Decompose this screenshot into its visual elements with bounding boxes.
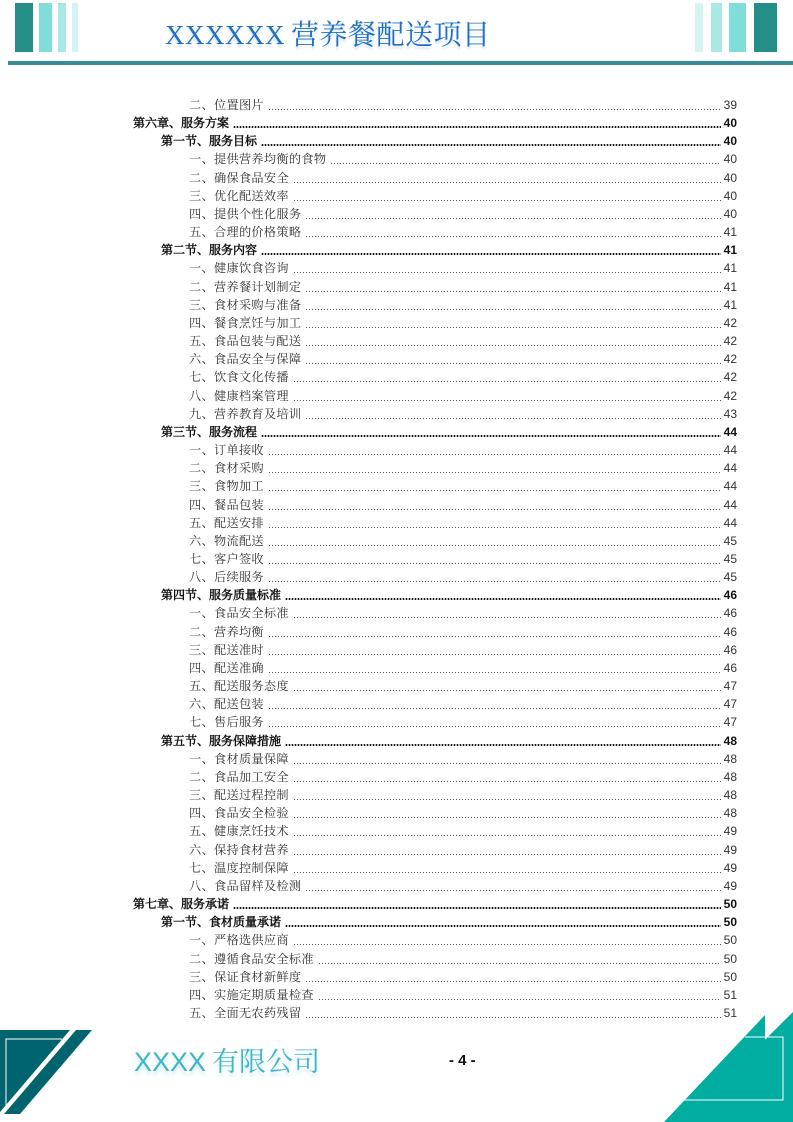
toc-entry-page-number: 47: [723, 715, 737, 730]
header-rule: [8, 61, 793, 65]
toc-item-entry[interactable]: [189, 441, 737, 459]
toc-dot-leader: [261, 423, 721, 441]
toc-entry-title: 一、食材质量保障: [189, 751, 289, 766]
toc-entry-page-number: 46: [723, 642, 737, 657]
toc-entry-page-number: 41: [723, 279, 737, 294]
toc-entry-title: 六、配送包装: [189, 697, 264, 712]
toc-dot-leader: [268, 641, 721, 659]
toc-item-entry[interactable]: [189, 623, 737, 641]
toc-entry-title: 二、遵循食品安全标准: [189, 951, 314, 966]
toc-entry-page-number: 45: [723, 570, 737, 585]
toc-entry-page-number: 41: [723, 297, 737, 312]
toc-dot-leader: [318, 986, 721, 1004]
toc-entry-title: 九、营养教育及培训: [189, 406, 302, 421]
toc-entry-title: 五、配送安排: [189, 515, 264, 530]
toc-item-entry[interactable]: [189, 695, 737, 713]
toc-entry-page-number: 40: [723, 152, 737, 167]
toc-dot-leader: [293, 768, 721, 786]
toc-dot-leader: [305, 405, 721, 423]
toc-entry-page-number: 42: [723, 334, 737, 349]
toc-entry-title: 五、配送服务态度: [189, 679, 289, 694]
toc-entry-title: 七、客户签收: [189, 552, 264, 566]
toc-section-entry[interactable]: [161, 423, 737, 441]
toc-entry-page-number: 51: [723, 987, 737, 1002]
toc-entry-title: 五、健康烹饪技术: [189, 824, 289, 839]
toc-item-entry[interactable]: [189, 259, 737, 277]
company-name-latin: XXXX: [134, 1047, 207, 1077]
toc-dot-leader: [293, 750, 721, 768]
toc-dot-leader: [293, 259, 721, 277]
header-bar-right-1: [754, 3, 777, 52]
toc-section-entry[interactable]: [161, 586, 737, 604]
toc-item-entry[interactable]: [189, 931, 737, 949]
toc-item-entry[interactable]: [189, 205, 737, 223]
toc-item-entry[interactable]: [189, 841, 737, 859]
toc-dot-leader: [268, 659, 721, 677]
title-project-name: 营养餐配送项目: [291, 18, 491, 51]
toc-entry-title: 一、食品安全标准: [189, 606, 289, 621]
toc-entry-title: 六、保持食材营养: [189, 842, 289, 857]
page-number: - 4 -: [449, 1052, 476, 1069]
toc-entry-title: 四、实施定期质量检查: [189, 987, 314, 1002]
toc-entry-title: 八、食品留样及检测: [189, 878, 302, 893]
toc-item-entry[interactable]: [189, 713, 737, 731]
toc-dot-leader: [305, 296, 721, 314]
toc-entry-title: 一、健康饮食咨询: [189, 261, 289, 276]
toc-entry-title: 八、后续服务: [189, 570, 264, 585]
toc-entry-page-number: 51: [723, 1006, 737, 1020]
toc-dot-leader: [318, 950, 721, 968]
toc-entry-page-number: 40: [723, 116, 737, 131]
toc-dot-leader: [305, 205, 721, 223]
toc-dot-leader: [330, 150, 721, 168]
toc-item-entry[interactable]: [189, 405, 737, 423]
toc-item-entry[interactable]: [189, 169, 737, 187]
toc-entry-title: 七、饮食文化传播: [189, 370, 289, 385]
toc-dot-leader: [268, 568, 721, 586]
toc-item-entry[interactable]: [189, 804, 737, 822]
toc-entry-title: 六、食品安全与保障: [189, 352, 302, 367]
toc-entry-page-number: 40: [723, 206, 737, 221]
toc-entry-page-number: 48: [723, 769, 737, 784]
toc-entry-title: 三、食材采购与准备: [189, 297, 302, 312]
toc-entry-page-number: 40: [723, 170, 737, 185]
toc-dot-leader: [268, 514, 721, 532]
toc-entry-title: 第二节、服务内容: [161, 243, 258, 258]
toc-item-entry[interactable]: [189, 768, 737, 786]
toc-dot-leader: [293, 841, 721, 859]
toc-entry-title: 五、合理的价格策略: [189, 225, 302, 240]
toc-entry-page-number: 49: [723, 842, 737, 857]
toc-item-entry[interactable]: [189, 659, 737, 677]
toc-entry-page-number: 40: [723, 134, 737, 149]
toc-entry-page-number: 41: [723, 225, 737, 240]
toc-entry-page-number: 50: [723, 897, 737, 912]
toc-entry-page-number: 50: [723, 951, 737, 966]
toc-item-entry[interactable]: [189, 96, 737, 114]
toc-item-entry[interactable]: [189, 150, 737, 168]
toc-entry-page-number: 50: [723, 915, 737, 930]
toc-dot-leader: [268, 496, 721, 514]
toc-dot-leader: [268, 459, 721, 477]
toc-entry-title: 二、营养餐计划制定: [189, 279, 302, 294]
toc-dot-leader: [305, 968, 721, 986]
header-bar-right-2: [729, 3, 746, 52]
toc-entry-title: 四、食品安全检验: [189, 806, 289, 821]
toc-dot-leader: [293, 804, 721, 822]
toc-chapter-entry[interactable]: [133, 114, 737, 132]
toc-entry-title: 七、售后服务: [189, 715, 264, 730]
toc-entry-title: 一、严格选供应商: [189, 933, 289, 948]
toc-entry-title: 四、餐品包装: [189, 497, 264, 512]
toc-item-entry[interactable]: [189, 786, 737, 804]
toc-dot-leader: [293, 859, 721, 877]
toc-dot-leader: [268, 623, 721, 641]
toc-dot-leader: [293, 786, 721, 804]
toc-entry-title: 第四节、服务质量标准: [161, 588, 282, 603]
toc-entry-page-number: 45: [723, 552, 737, 566]
toc-entry-title: 三、配送过程控制: [189, 788, 289, 803]
toc-item-entry[interactable]: [189, 459, 737, 477]
header-bar-left-2: [39, 3, 52, 52]
toc-dot-leader: [293, 822, 721, 840]
toc-dot-leader: [305, 278, 721, 296]
toc-entry-page-number: 49: [723, 860, 737, 875]
toc-dot-leader: [305, 350, 721, 368]
toc-dot-leader: [293, 187, 721, 205]
toc-item-entry[interactable]: [189, 550, 737, 568]
toc-entry-page-number: 45: [723, 533, 737, 548]
toc-entry-page-number: 47: [723, 697, 737, 712]
toc-item-entry[interactable]: [189, 223, 737, 241]
toc-entry-title: 三、食物加工: [189, 479, 264, 494]
footer-right-triangle-icon: [660, 1012, 793, 1122]
toc-entry-page-number: 44: [723, 479, 737, 494]
toc-dot-leader: [233, 895, 721, 913]
toc-entry-page-number: 43: [723, 406, 737, 421]
toc-entry-title: 二、营养均衡: [189, 624, 264, 639]
toc-dot-leader: [285, 913, 721, 931]
toc-item-entry[interactable]: [189, 496, 737, 514]
toc-entry-title: 三、配送准时: [189, 642, 264, 657]
toc-entry-title: 二、食材采购: [189, 461, 264, 476]
toc-dot-leader: [305, 1004, 721, 1022]
toc-entry-title: 四、提供个性化服务: [189, 206, 302, 221]
toc-entry-page-number: 44: [723, 461, 737, 476]
toc-entry-title: 三、保证食材新鲜度: [189, 969, 302, 984]
document-title: [165, 13, 491, 53]
toc-entry-title: 第一节、食材质量承诺: [161, 915, 282, 930]
toc-entry-page-number: 41: [723, 261, 737, 276]
toc-dot-leader: [268, 532, 721, 550]
toc-item-entry[interactable]: [189, 822, 737, 840]
toc-dot-leader: [268, 695, 721, 713]
toc-entry-page-number: 48: [723, 751, 737, 766]
toc-item-entry[interactable]: [189, 604, 737, 622]
toc-entry-title: 六、物流配送: [189, 533, 264, 548]
toc-item-entry[interactable]: [189, 387, 737, 405]
toc-item-entry[interactable]: [189, 750, 737, 768]
toc-entry-title: 三、优化配送效率: [189, 188, 289, 203]
toc-dot-leader: [268, 713, 721, 731]
toc-item-entry[interactable]: [189, 278, 737, 296]
toc-section-entry[interactable]: [161, 732, 737, 750]
toc-entry-page-number: 42: [723, 315, 737, 330]
toc-item-entry[interactable]: [189, 877, 737, 895]
toc-item-entry[interactable]: [189, 514, 737, 532]
toc-dot-leader: [293, 604, 721, 622]
header-bar-left-3: [58, 3, 66, 52]
toc-dot-leader: [293, 368, 721, 386]
toc-item-entry[interactable]: [189, 641, 737, 659]
toc-entry-title: 八、健康档案管理: [189, 388, 289, 403]
toc-dot-leader: [285, 732, 721, 750]
toc-item-entry[interactable]: [189, 677, 737, 695]
toc-dot-leader: [305, 223, 721, 241]
toc-dot-leader: [293, 931, 721, 949]
toc-dot-leader: [305, 877, 721, 895]
toc-entry-title: 四、配送准确: [189, 660, 264, 675]
toc-dot-leader: [268, 441, 721, 459]
toc-entry-page-number: 46: [723, 588, 737, 603]
toc-item-entry[interactable]: [189, 350, 737, 368]
toc-entry-page-number: 44: [723, 497, 737, 512]
footer-left-triangle-icon: [0, 1030, 95, 1115]
toc-entry-title: 第三节、服务流程: [161, 424, 258, 439]
toc-item-entry[interactable]: [189, 368, 737, 386]
toc-entry-page-number: 48: [723, 788, 737, 803]
toc-entry-title: 二、食品加工安全: [189, 769, 289, 784]
toc-entry-title: 二、位置图片: [189, 98, 264, 112]
toc-entry-page-number: 46: [723, 660, 737, 675]
toc-dot-leader: [261, 132, 721, 150]
toc-entry-title: 一、订单接收: [189, 443, 264, 458]
toc-entry-page-number: 50: [723, 933, 737, 948]
toc-entry-title: 一、提供营养均衡的食物: [189, 152, 327, 167]
company-name: [134, 1040, 320, 1079]
toc-dot-leader: [268, 550, 721, 568]
toc-section-entry[interactable]: [161, 241, 737, 259]
toc-item-entry[interactable]: [189, 532, 737, 550]
toc-entry-page-number: 42: [723, 352, 737, 367]
toc-entry-page-number: 48: [723, 733, 737, 748]
toc-entry-title: 第六章、服务方案: [133, 116, 230, 131]
toc-item-entry[interactable]: [189, 477, 737, 495]
toc-dot-leader: [293, 677, 721, 695]
toc-entry-page-number: 39: [723, 98, 737, 112]
toc-entry-title: 五、食品包装与配送: [189, 334, 302, 349]
toc-dot-leader: [305, 314, 721, 332]
toc-item-entry[interactable]: [189, 859, 737, 877]
toc-item-entry[interactable]: [189, 950, 737, 968]
toc-entry-page-number: 47: [723, 679, 737, 694]
toc-entry-page-number: 50: [723, 969, 737, 984]
toc-dot-leader: [261, 241, 721, 259]
toc-dot-leader: [268, 477, 721, 495]
toc-section-entry[interactable]: [161, 132, 737, 150]
toc-entry-page-number: 49: [723, 878, 737, 893]
toc-entry-page-number: 40: [723, 188, 737, 203]
toc-entry-title: 七、温度控制保障: [189, 860, 289, 875]
toc-item-entry[interactable]: [189, 314, 737, 332]
toc-entry-title: 四、餐食烹饪与加工: [189, 315, 302, 330]
toc-chapter-entry[interactable]: [133, 895, 737, 913]
toc-entry-page-number: 44: [723, 515, 737, 530]
toc-item-entry[interactable]: [189, 187, 737, 205]
toc-entry-title: 二、确保食品安全: [189, 170, 289, 185]
toc-entry-title: 五、全面无农药残留: [189, 1006, 302, 1020]
toc-entry-title: 第五节、服务保障措施: [161, 733, 282, 748]
toc-entry-page-number: 46: [723, 606, 737, 621]
toc-entry-page-number: 48: [723, 806, 737, 821]
toc-item-entry[interactable]: [189, 1004, 737, 1022]
header-bar-left-4: [72, 3, 78, 52]
header-bar-right-3: [711, 3, 722, 52]
toc-item-entry[interactable]: [189, 568, 737, 586]
toc-item-entry[interactable]: [189, 986, 737, 1004]
header-bar-left-1: [15, 3, 33, 52]
toc-item-entry[interactable]: [189, 296, 737, 314]
company-name-cn: 有限公司: [212, 1047, 321, 1078]
toc-entry-page-number: 44: [723, 424, 737, 439]
toc-item-entry[interactable]: [189, 332, 737, 350]
toc-section-entry[interactable]: [161, 913, 737, 931]
toc-entry-page-number: 42: [723, 370, 737, 385]
toc-entry-page-number: 41: [723, 243, 737, 258]
toc-dot-leader: [293, 387, 721, 405]
toc-dot-leader: [285, 586, 721, 604]
toc-dot-leader: [233, 114, 721, 132]
toc-entry-page-number: 46: [723, 624, 737, 639]
toc-entry-page-number: 42: [723, 388, 737, 403]
header-bar-right-4: [695, 3, 703, 52]
toc-dot-leader: [305, 332, 721, 350]
toc-item-entry[interactable]: [189, 968, 737, 986]
title-project-code: XXXXXX: [165, 20, 285, 50]
toc-entry-title: 第一节、服务目标: [161, 134, 258, 149]
toc-entry-page-number: 44: [723, 443, 737, 458]
toc-entry-page-number: 49: [723, 824, 737, 839]
toc-dot-leader: [293, 169, 721, 187]
toc-entry-title: 第七章、服务承诺: [133, 897, 230, 912]
toc-dot-leader: [268, 96, 721, 114]
